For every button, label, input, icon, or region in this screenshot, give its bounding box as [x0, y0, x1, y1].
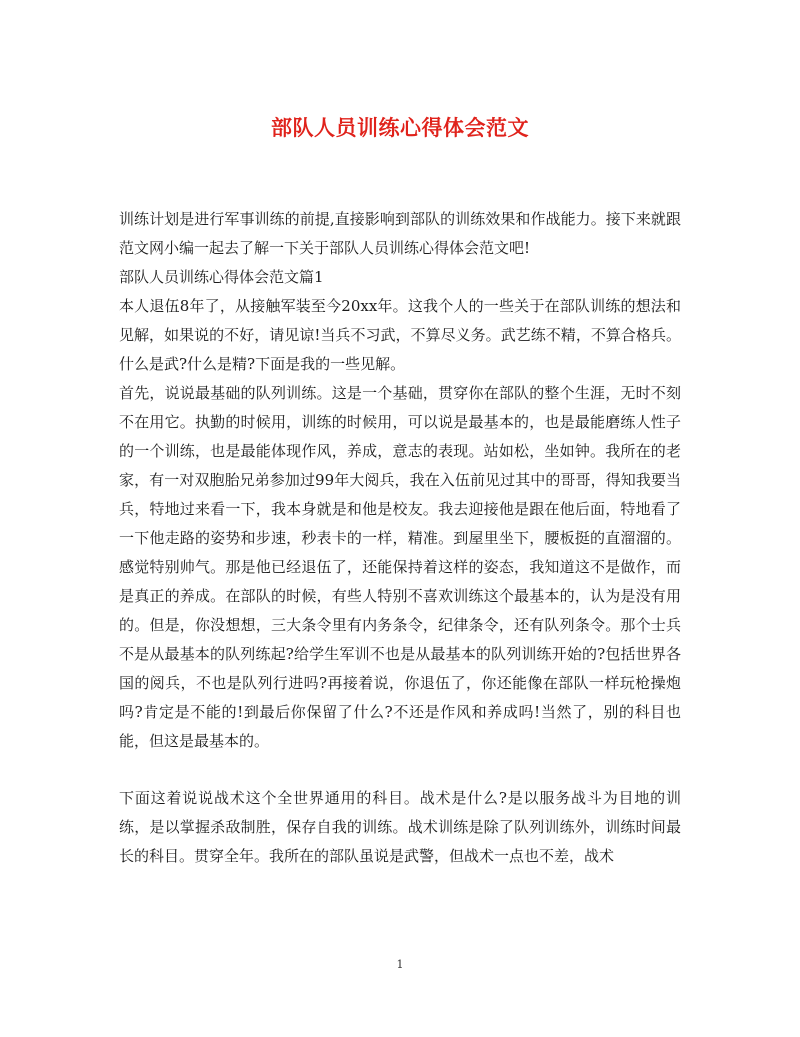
body-paragraph: 本人退伍8年了，从接触军装至今20xx年。这我个人的一些关于在部队训练的想法和见解，如果说的不好，请见谅!当兵不习武，不算尽义务。武艺练不精，不算合格兵。什么是武?什么是精?下面是我的一些见解。 [119, 297, 681, 373]
body-paragraph: 首先，说说最基础的队列训练。这是一个基础，贯穿你在部队的整个生涯，无时不刻不在用它。执勤的时候用，训练的时候用，可以说是最基本的，也是最能磨练人性子的一个训练，也是最能体现作风，养成，意志的表现。站如松，坐如钟。我所在的老家，有一对双胞胎兄弟参加过99年大阅兵，我在入伍前见过其中的哥哥，得知我要当兵，特地过来看一下，我本身就是和他是校友。我去迎接他是跟在他后面，特地看了一下他走路的姿势和步速，秒表卡的一样，精准。到屋里坐下，腰板挺的直溜溜的。感觉特别帅气。那是他已经退伍了，还能保持着这样的姿态，我知道这不是做作，而是真正的养成。在部队的时候，有些人特别不喜欢训练这个最基本的，认为是没有用的。但是，你没想想，三大条令里有内务条令，纪律条令，还有队列条令。那个士兵不是从最基本的队列练起?给学生军训不也是从最基本的队列训练开始的?包括世界各国的阅兵，不也是队列行进吗?再接着说，你退伍了，你还能像在部队一样玩枪操炮吗?肯定是不能的!到最后你保留了什么?不还是作风和养成吗!当然了，别的科目也能，但这是最基本的。 [119, 384, 681, 750]
document-title: 部队人员训练心得体会范文 [271, 115, 529, 140]
page-number: 1 [396, 958, 404, 971]
paragraph-spacer [119, 756, 681, 784]
body-paragraph: 下面这着说说战术这个全世界通用的科目。战术是什么?是以服务战斗为目地的训练，是以掌握杀敌制胜，保存自我的训练。战术训练是除了队列训练外，训练时间最长的科目。贯穿全年。我所在的部队虽说是武警，但战术一点也不差，战术 [119, 789, 681, 865]
document-body [119, 205, 681, 871]
intro-paragraph: 训练计划是进行军事训练的前提,直接影响到部队的训练效果和作战能力。接下来就跟范文网小编一起去了解一下关于部队人员训练心得体会范文吧! [119, 210, 681, 257]
section-heading: 部队人员训练心得体会范文篇1 [119, 268, 324, 286]
